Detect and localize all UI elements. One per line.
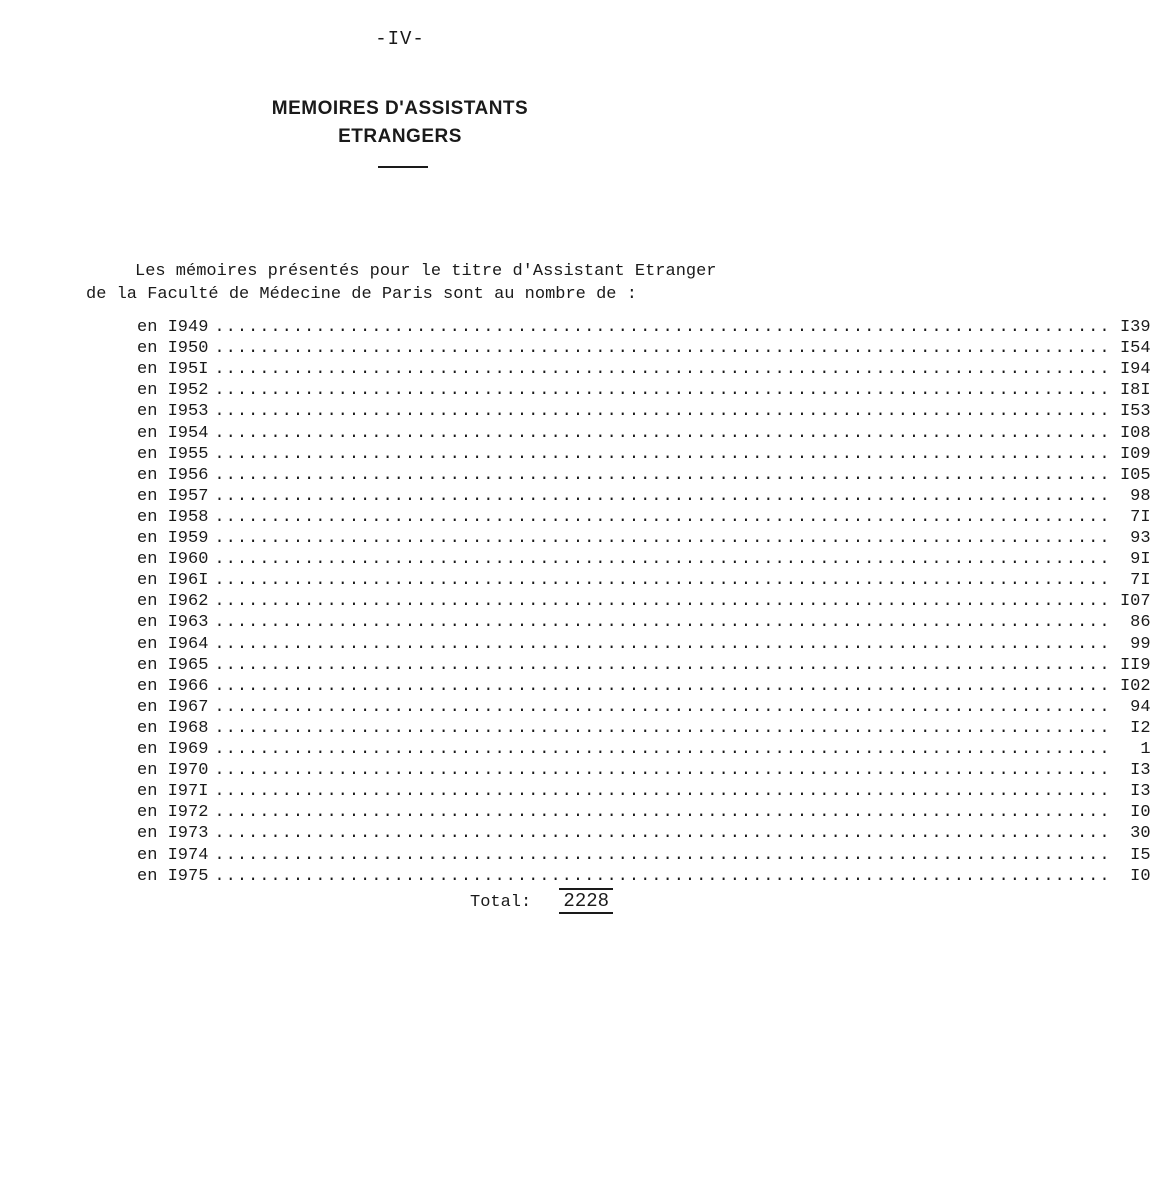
dot-leader: ................................................................................ [214, 529, 1111, 548]
year-row [137, 761, 1151, 782]
year-count: I39 [1119, 318, 1151, 337]
year-count: I5 [1130, 845, 1151, 865]
document-title-line-1: MEMOIRES D'ASSISTANTS [271, 98, 529, 119]
dot-leader: ................................................................................ [214, 507, 1111, 527]
year-row [137, 782, 1151, 803]
dot-leader: ................................................................................ [214, 655, 1111, 675]
year-row [137, 740, 1151, 761]
year-count: 9I [1130, 550, 1151, 570]
year-row [137, 486, 1151, 508]
total-label: Total: [470, 893, 532, 912]
dot-leader: ................................................................................ [214, 740, 1111, 759]
year-count: I3 [1130, 761, 1151, 781]
year-count: I94 [1119, 360, 1151, 380]
year-label: en I952 [137, 381, 209, 401]
year-label: en I964 [137, 634, 209, 654]
dot-leader: ................................................................................ [214, 318, 1111, 337]
year-row [137, 718, 1151, 740]
year-row [137, 571, 1151, 592]
year-label: en I954 [137, 423, 209, 443]
dot-leader: ................................................................................ [214, 423, 1111, 443]
page-number: -IV- [375, 28, 425, 50]
year-count: 98 [1130, 486, 1151, 506]
year-label: en I97I [137, 782, 209, 802]
year-count: 99 [1130, 634, 1151, 654]
year-label: en I963 [137, 613, 209, 633]
year-label: en I953 [137, 402, 209, 422]
year-label: en I956 [137, 465, 209, 485]
dot-leader: ................................................................................ [214, 845, 1111, 865]
year-count: I53 [1119, 402, 1151, 422]
year-row [137, 360, 1151, 381]
year-label: en I968 [137, 718, 209, 738]
intro-text-line-2: de la Faculté de Médecine de Paris sont au nombre de : [86, 285, 637, 304]
total-value: 2228 [559, 888, 613, 914]
year-label: en I957 [137, 486, 209, 506]
dot-leader: ................................................................................ [214, 676, 1111, 696]
dot-leader: ................................................................................ [214, 592, 1111, 612]
year-label: en I958 [137, 507, 209, 527]
dot-leader: ................................................................................ [214, 465, 1111, 485]
dot-leader: ................................................................................ [214, 550, 1111, 570]
year-row [137, 381, 1151, 402]
title-underline-divider [378, 166, 428, 168]
year-row [137, 655, 1151, 677]
year-row [137, 845, 1151, 867]
dot-leader: ................................................................................ [214, 444, 1111, 464]
year-row [137, 634, 1151, 656]
year-label: en I975 [137, 866, 209, 886]
year-label: en I959 [137, 529, 209, 548]
dot-leader: ................................................................................ [214, 761, 1111, 781]
year-label: en I960 [137, 550, 209, 570]
year-row [137, 550, 1151, 571]
year-label: en I970 [137, 761, 209, 781]
year-label: en I950 [137, 339, 209, 359]
dot-leader: ................................................................................ [214, 381, 1111, 401]
year-count: 86 [1130, 613, 1151, 633]
year-row [137, 318, 1151, 339]
year-row [137, 507, 1151, 529]
year-label: en I96I [137, 571, 209, 591]
year-count: I09 [1119, 444, 1151, 464]
dot-leader: ................................................................................ [214, 613, 1111, 633]
year-count: I8I [1119, 381, 1151, 401]
year-label: en I972 [137, 803, 209, 823]
year-count: 30 [1130, 824, 1151, 844]
year-label: en I962 [137, 592, 209, 612]
year-count: I0 [1130, 803, 1151, 823]
year-row [137, 613, 1151, 634]
year-row [137, 402, 1151, 423]
dot-leader: ................................................................................ [214, 824, 1111, 844]
year-count: I54 [1119, 339, 1151, 359]
year-row [137, 592, 1151, 613]
dot-leader: ................................................................................ [214, 718, 1111, 738]
year-row [137, 465, 1151, 487]
dot-leader: ................................................................................ [214, 360, 1111, 380]
year-row [137, 803, 1151, 824]
year-row [137, 824, 1151, 845]
year-label: en I949 [137, 318, 209, 337]
year-count: I08 [1119, 423, 1151, 443]
total-row [470, 888, 613, 914]
year-count: I05 [1119, 465, 1151, 485]
year-count: 7I [1130, 571, 1151, 591]
dot-leader: ................................................................................ [214, 486, 1111, 506]
dot-leader: ................................................................................ [214, 402, 1111, 422]
year-count: 93 [1130, 529, 1151, 548]
dot-leader: ................................................................................ [214, 803, 1111, 823]
year-row [137, 529, 1151, 550]
year-row [137, 444, 1151, 466]
dot-leader: ................................................................................ [214, 782, 1111, 802]
year-label: en I966 [137, 676, 209, 696]
dot-leader: ................................................................................ [214, 697, 1111, 717]
year-row [137, 423, 1151, 445]
year-count: I3 [1130, 782, 1151, 802]
year-count: I2 [1130, 718, 1151, 738]
year-label: en I967 [137, 697, 209, 717]
year-row [137, 339, 1151, 360]
year-row [137, 676, 1151, 698]
year-label: en I965 [137, 655, 209, 675]
year-count: I07 [1119, 592, 1151, 612]
year-count: II9 [1119, 655, 1151, 675]
dot-leader: ................................................................................ [214, 571, 1111, 591]
year-count: 94 [1130, 697, 1151, 717]
year-count: 1 [1140, 740, 1151, 759]
document-title-line-2: ETRANGERS [338, 126, 462, 147]
dot-leader: ................................................................................ [214, 866, 1111, 886]
year-count: I02 [1119, 676, 1151, 696]
year-count: I0 [1130, 866, 1151, 886]
year-label: en I974 [137, 845, 209, 865]
year-label: en I95I [137, 360, 209, 380]
dot-leader: ................................................................................ [214, 339, 1111, 359]
year-row [137, 866, 1151, 888]
year-label: en I973 [137, 824, 209, 844]
year-label: en I955 [137, 444, 209, 464]
intro-text-line-1: Les mémoires présentés pour le titre d'Assistant Etranger [135, 262, 717, 281]
year-row [137, 697, 1151, 719]
dot-leader: ................................................................................ [214, 634, 1111, 654]
year-label: en I969 [137, 740, 209, 759]
year-count: 7I [1130, 507, 1151, 527]
